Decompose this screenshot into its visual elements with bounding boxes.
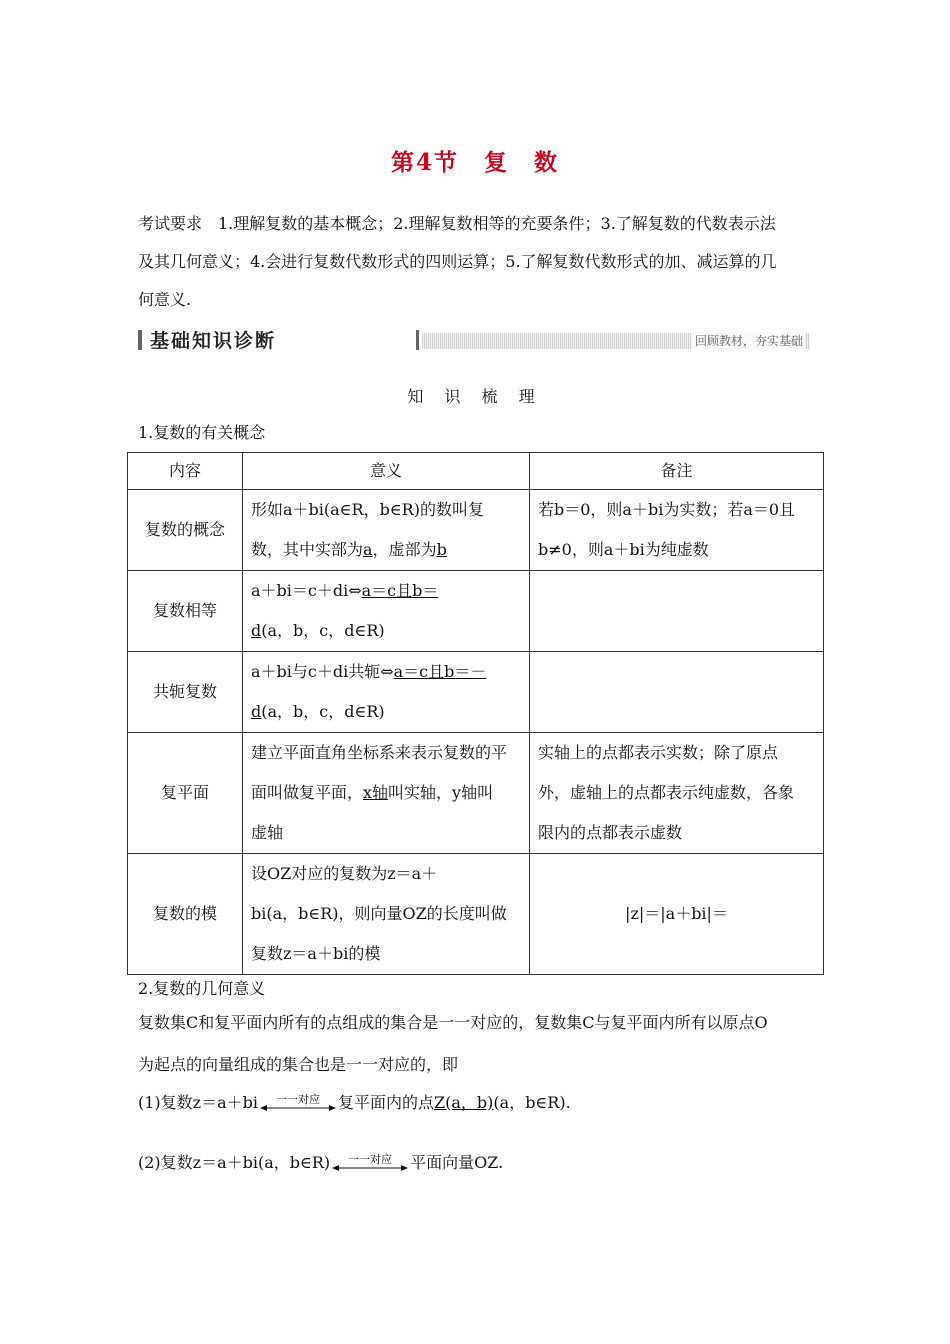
row-note xyxy=(530,490,824,571)
answer-blank: d xyxy=(251,621,262,640)
row-note xyxy=(530,733,824,854)
row-name: 复平面 xyxy=(128,733,243,854)
item-text: (1)复数z＝a＋bi xyxy=(138,1093,258,1112)
row-meaning xyxy=(243,854,530,975)
row-name: 复数的概念 xyxy=(128,490,243,571)
table-header: 意义 xyxy=(243,453,530,490)
text: 叫实轴，y轴叫 xyxy=(388,783,494,802)
meaning-line: 虚轴 xyxy=(251,823,284,842)
row-meaning xyxy=(243,490,530,571)
text: (a，b，c，d∈R) xyxy=(261,702,385,721)
requirements-line: 考试要求 1.理解复数的基本概念；2.理解复数相等的充要条件；3.了解复数的代数表示法 xyxy=(138,214,776,233)
note-line: 限内的点都表示虚数 xyxy=(538,823,683,842)
note-line: 实轴上的点都表示实数；除了原点 xyxy=(538,743,779,762)
row-meaning xyxy=(243,571,530,652)
banner-label: 基础知识诊断 xyxy=(150,330,277,352)
text: (a，b，c，d∈R) xyxy=(261,621,385,640)
meaning-line: 复数z＝a＋bi的模 xyxy=(251,944,381,963)
table-header: 备注 xyxy=(530,453,824,490)
paragraph-line: 为起点的向量组成的集合也是一一对应的，即 xyxy=(138,1055,459,1074)
table-header: 内容 xyxy=(128,453,243,490)
text: ，虚部为 xyxy=(372,540,437,559)
section2-paragraph xyxy=(138,1002,828,1086)
row-note xyxy=(530,652,824,733)
meaning-line xyxy=(251,692,521,732)
row-meaning xyxy=(243,733,530,854)
note-line: 外，虚轴上的点都表示纯虚数，各象 xyxy=(538,783,795,802)
text: 面叫做复平面， xyxy=(251,783,364,802)
table-row xyxy=(128,854,824,975)
answer-blank: d xyxy=(251,702,262,721)
item-text: (a，b∈R). xyxy=(493,1093,571,1112)
meaning-line xyxy=(251,611,521,651)
section-heading: 知 识 梳 理 xyxy=(407,387,543,406)
meaning-line: 设OZ对应的复数为z＝a＋ xyxy=(251,864,438,883)
meaning-line xyxy=(251,773,521,813)
concepts-table xyxy=(127,452,824,975)
requirements-line: 及其几何意义；4.会进行复数代数形式的四则运算；5.了解复数代数形式的加、减运算的几 xyxy=(138,252,777,271)
meaning-line: 形如a＋bi(a∈R，b∈R)的数叫复 xyxy=(251,500,484,519)
double-arrow-icon xyxy=(260,1093,336,1115)
item-text: 复平面内的点 xyxy=(338,1093,435,1112)
table-header-row xyxy=(128,453,824,490)
table-row xyxy=(128,490,824,571)
row-name: 复数相等 xyxy=(128,571,243,652)
banner-bar xyxy=(138,330,142,350)
table-row xyxy=(128,652,824,733)
section2-title: 2.复数的几何意义 xyxy=(138,979,266,998)
meaning-line: bi(a，b∈R)，则向量OZ的长度叫做 xyxy=(251,904,507,923)
row-note: |z|＝|a＋bi|＝ xyxy=(530,854,824,975)
item-2 xyxy=(138,1142,828,1184)
answer-blank: Z(a，b) xyxy=(434,1093,494,1112)
answer-blank: a＝c且b＝ xyxy=(361,581,439,600)
meaning-line xyxy=(251,530,521,570)
answer-blank: b xyxy=(436,540,447,559)
item-text: (2)复数z＝a＋bi(a，b∈R) xyxy=(138,1153,331,1172)
text: a＋bi与c＋di共轭⇔ xyxy=(251,662,394,681)
table-row xyxy=(128,571,824,652)
section1-title: 1.复数的有关概念 xyxy=(138,423,266,442)
banner-subtitle: 回顾教材，夯实基础 xyxy=(692,332,806,349)
text: 数，其中实部为 xyxy=(251,540,364,559)
page-title: 第4节 复 数 xyxy=(390,149,559,176)
row-meaning xyxy=(243,652,530,733)
row-note xyxy=(530,571,824,652)
paragraph-line: 复数集C和复平面内所有的点组成的集合是一一对应的，复数集C与复平面内所有以原点O xyxy=(138,1013,768,1032)
requirements-line: 何意义. xyxy=(138,290,192,309)
arrow-label: 一一对应 xyxy=(276,1092,320,1106)
item-1 xyxy=(138,1082,828,1124)
answer-blank: a＝c且b＝－ xyxy=(393,662,487,681)
text: a＋bi＝c＋di⇔ xyxy=(251,581,362,600)
answer-blank: a xyxy=(363,540,373,559)
meaning-line xyxy=(251,571,521,611)
double-arrow-icon xyxy=(332,1153,408,1175)
meaning-line xyxy=(251,652,521,692)
row-name: 复数的模 xyxy=(128,854,243,975)
banner-divider xyxy=(416,330,419,350)
arrow-label: 一一对应 xyxy=(348,1152,393,1166)
note-line: 若b＝0，则a＋bi为实数；若a＝0且 xyxy=(538,500,796,519)
exam-requirements xyxy=(138,205,818,319)
note-line: b≠0，则a＋bi为纯虚数 xyxy=(538,540,709,559)
table-row xyxy=(128,733,824,854)
item-text: 平面向量OZ. xyxy=(410,1153,504,1172)
section-banner xyxy=(138,325,810,355)
meaning-line: 建立平面直角坐标系来表示复数的平 xyxy=(251,743,508,762)
row-name: 共轭复数 xyxy=(128,652,243,733)
answer-blank: x轴 xyxy=(363,783,389,802)
